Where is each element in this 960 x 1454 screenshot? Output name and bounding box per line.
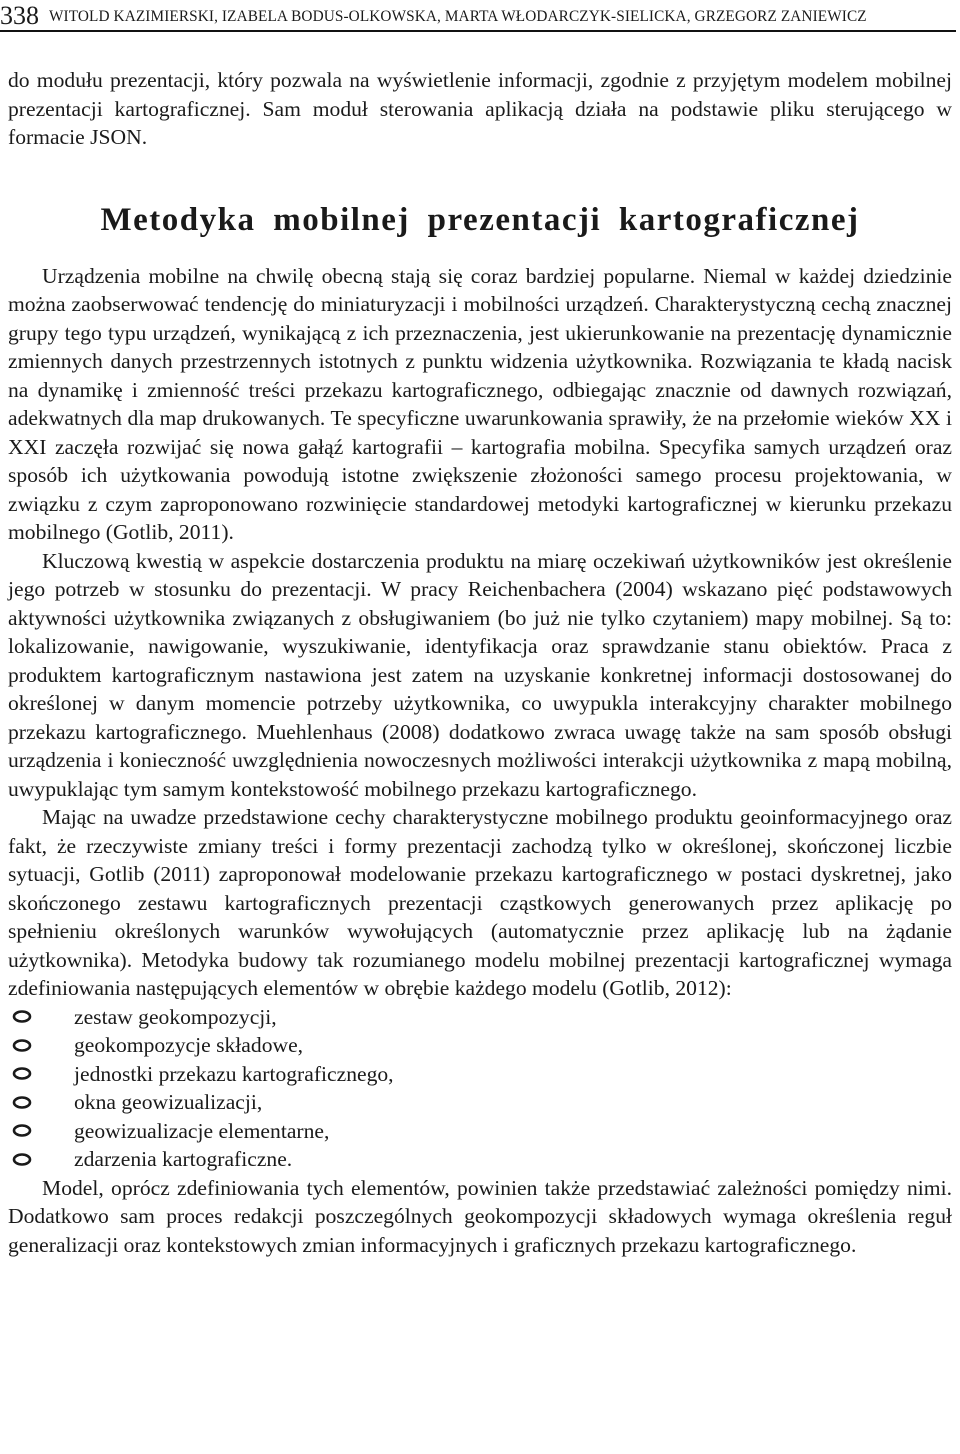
paragraph-1: Urządzenia mobilne na chwilę obecną stają się coraz bardziej popularne. Niemal w każdej dziedzinie można zaobserwować tendencję do miniaturyzacji i mobilności urządzeń. Charakterystyczną cechą znacznej grupy tego typu urządzeń, wynikającą z ich przeznaczenia, jest ukierunkowanie na prezentację dynamicznie zmiennych danych przestrzennych istotnych z punktu widzenia użytkownika. Rozwiązania te kładą nacisk na dynamikę i zmienność treści przekazu kartograficznego, odbiegając znacznie od dawnych rozwiązań, adekwatnych dla map drukowanych. Te specyficzne uwarunkowania sprawiły, że na przełomie wieków XX i XXI zaczęła rozwijać się nowa gałąź kartografii – kartografia mobilna. Specyfika samych urządzeń oraz sposób ich użytkowania powodują istotne zwiększenie złożoności samego procesu projektowania, w związku z czym zaproponowano rozwinięcie standardowej metodyki kartograficznej w kierunku przekazu mobilnego (Gotlib, 2011). [8, 263, 952, 544]
list-item [8, 1003, 952, 1032]
hollow-circle-icon [12, 1153, 32, 1166]
section-title: Metodyka mobilnej prezentacji kartograficznej [100, 201, 860, 238]
body-text [8, 66, 952, 1259]
list-item-text: zestaw geokompozycji, [74, 1004, 277, 1029]
hollow-circle-icon [12, 1124, 32, 1137]
intro-paragraph: do modułu prezentacji, który pozwala na wyświetlenie informacji, zgodnie z przyjętym modelem mobilnej prezentacji kartograficznej. Sam moduł sterowania aplikacją działa na podstawie pliku sterującego w formacie JSON. [8, 68, 952, 149]
closing-paragraph: Model, oprócz zdefiniowania tych elementów, powinien także przedstawiać zależności pomiędzy nimi. Dodatkowo sam proces redakcji poszczególnych geokompozycji składowych wymaga określenia reguł generalizacji oraz kontekstowych zmian informacyjnych i graficznych przekazu kartograficznego. [8, 1175, 952, 1257]
list-item [8, 1145, 952, 1174]
list-item [8, 1031, 952, 1060]
list-item-text: geowizualizacje elementarne, [74, 1118, 330, 1143]
list-item [8, 1060, 952, 1089]
list-item-text: zdarzenia kartograficzne. [74, 1147, 293, 1171]
hollow-circle-icon [12, 1096, 32, 1109]
list-item-text: okna geowizualizacji, [74, 1090, 263, 1114]
hollow-circle-icon [12, 1039, 32, 1052]
list-item [8, 1088, 952, 1117]
element-list [8, 1003, 952, 1174]
list-item-text: geokompozycje składowe, [74, 1033, 304, 1057]
page-number: 338 [0, 1, 39, 30]
running-header [0, 0, 956, 32]
header-authors: WITOLD KAZIMIERSKI, IZABELA BODUS-OLKOWSKA, MARTA WŁODARCZYK-SIELICKA, GRZEGORZ ZANIEWICZ [49, 8, 867, 25]
hollow-circle-icon [12, 1067, 32, 1080]
hollow-circle-icon [12, 1010, 32, 1023]
paragraph-3: Mając na uwadze przedstawione cechy charakterystyczne mobilnego produktu geoinformacyjnego oraz fakt, że rzeczywiste zmiany treści i formy prezentacji zachodzą tylko w określonej, skończonej liczbie sytuacji, Gotlib (2011) zaproponował modelowanie przekazu kartograficznego w postaci dyskretnej, jako skończonego zestawu kartograficznych prezentacji cząstkowych generowanych przez aplikację po spełnieniu określonych warunków wywołujących (automatycznie przez aplikację lub na żądanie użytkownika). Metodyka budowy tak rozumianego modelu mobilnej prezentacji kartograficznej wymaga zdefiniowania następujących elementów w obrębie każdego modelu (Gotlib, 2012): [8, 805, 952, 1000]
list-item-text: jednostki przekazu kartograficznego, [74, 1061, 394, 1086]
list-item [8, 1117, 952, 1146]
paragraph-2: Kluczową kwestią w aspekcie dostarczenia produktu na miarę oczekiwań użytkowników jest określenie jego potrzeb w stosunku do prezentacji. W pracy Reichenbachera (2004) wskazano pięć podstawowych aktywności użytkownika związanych z obsługiwaniem (bo już nie tylko czytaniem) mapy mobilnej. Są to: lokalizowanie, nawigowanie, wyszukiwanie, identyfikacja oraz sprawdzanie stanu obiektów. Praca z produktem kartograficznym nastawiona jest zatem na uzyskanie konkretnej informacji dostosowanej do określonej w danym momencie potrzeby użytkownika, co uwypukla interakcyjny charakter mobilnego przekazu kartograficznego. Muehlenhaus (2008) dodatkowo zwraca uwagę także na sam sposób obsługi urządzenia i konieczność uwzględnienia nowoczesnych możliwości interakcji użytkownika z mapą mobilną, uwypuklając tym samym kontekstowość mobilnego przekazu kartograficznego. [8, 548, 952, 801]
